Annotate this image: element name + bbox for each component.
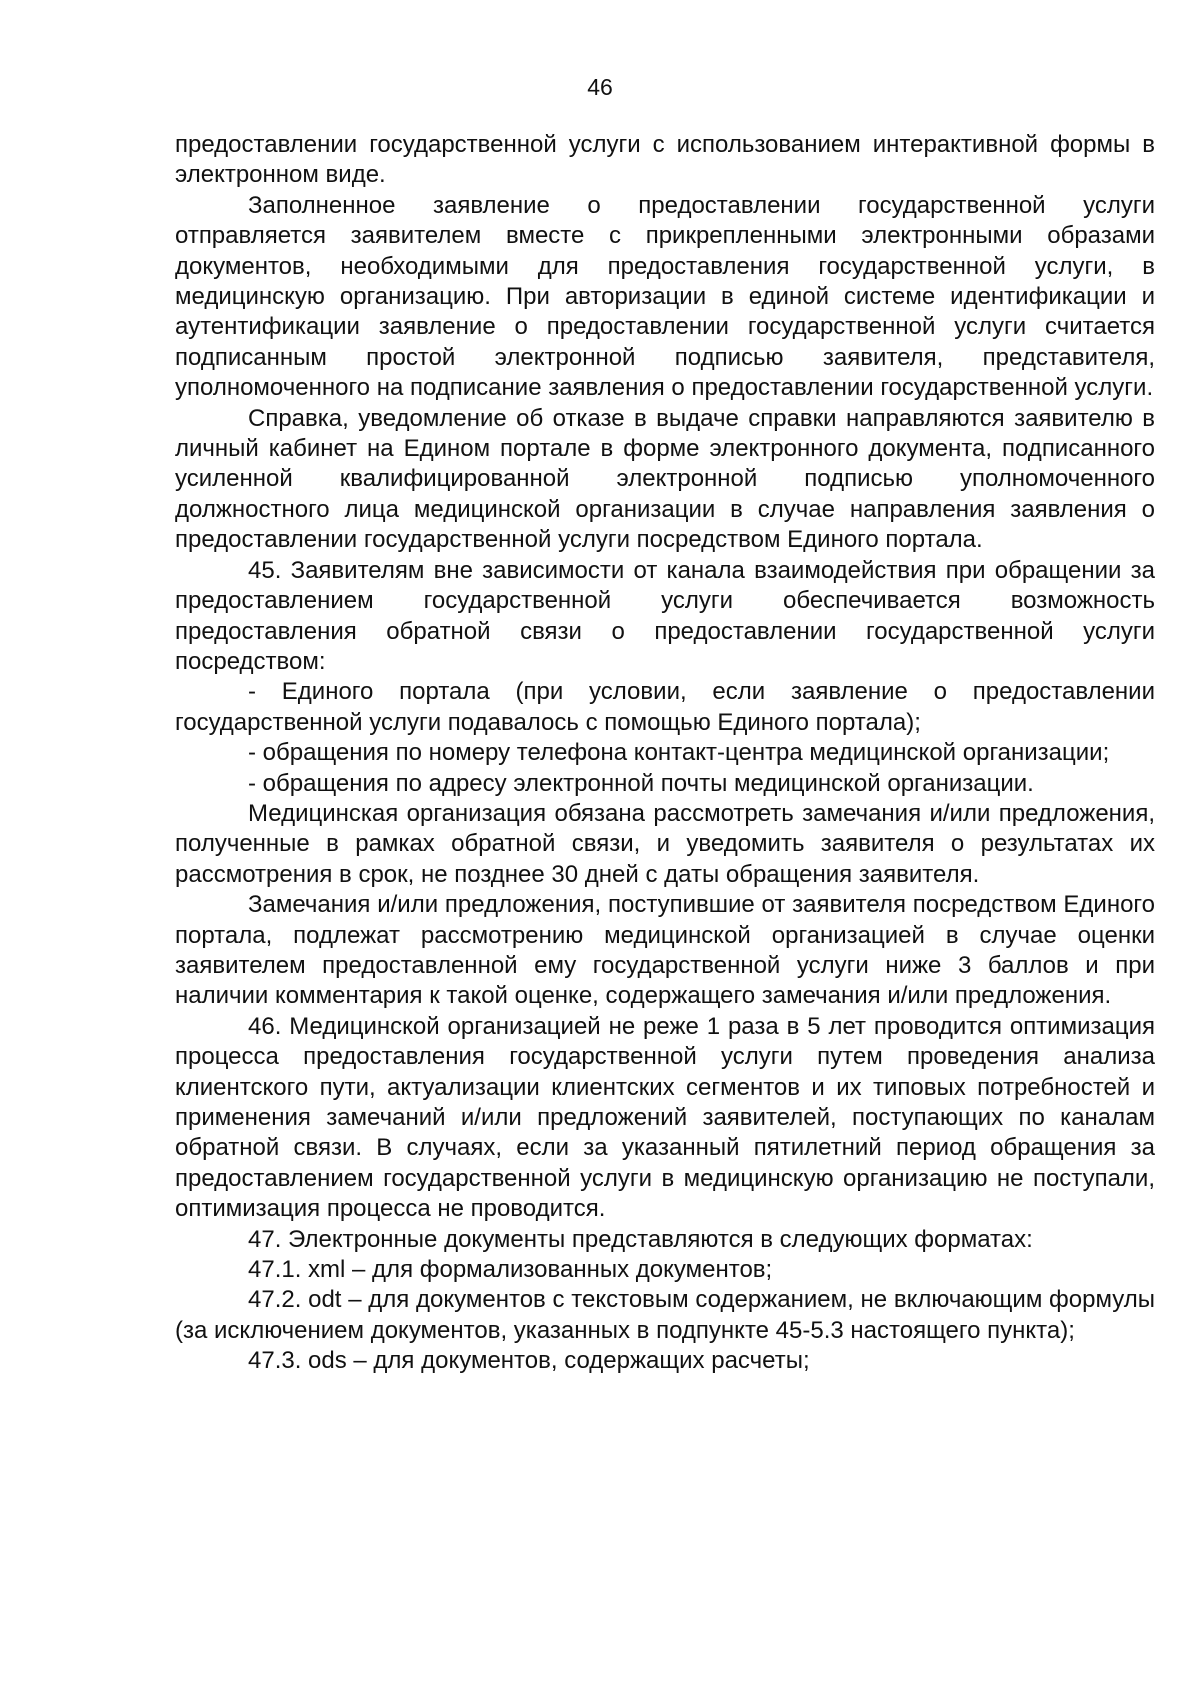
list-item: - обращения по номеру телефона контакт-центра медицинской организации; — [248, 739, 1110, 767]
document-body — [175, 130, 1155, 1377]
paragraph: Заполненное заявление о предоставлении государственной услуги отправляется заявителем вместе с прикрепленными электронными образами документов, необходимыми для предоставления государственной услуги, в медицинскую организацию. При авторизации в единой системе идентификации и аутентификации заявление о предоставлении государственной услуги считается подписанным простой электронной подписью заявителя, представителя, уполномоченного на подписание заявления о предоставлении государственной услуги. — [175, 191, 1155, 402]
page-number: 46 — [587, 74, 613, 100]
subsection-47-3: 47.3. ods – для документов, содержащих расчеты; — [248, 1347, 810, 1375]
paragraph-section-45: 45. Заявителям вне зависимости от канала взаимодействия при обращении за предоставлением государственной услуги обеспечивается возможность предоставления обратной связи о предоставлении государственной услуги посредством: — [175, 556, 1155, 675]
subsection-47-1: 47.1. xml – для формализованных документов; — [248, 1256, 773, 1284]
paragraph: Замечания и/или предложения, поступившие от заявителя посредством Единого портала, подлежат рассмотрению медицинской организацией в случае оценки заявителем предоставленной ему государственной услуги ниже 3 баллов и при наличии комментария к такой оценке, содержащего замечания и/или предложения. — [175, 891, 1155, 1010]
paragraph-section-46: 46. Медицинской организацией не реже 1 раза в 5 лет проводится оптимизация процесса предоставления государственной услуги путем проведения анализа клиентского пути, актуализации клиентских сегментов и их типовых потребностей и применения замечаний и/или предложений заявителей, поступающих по каналам обратной связи. В случаях, если за указанный пятилетний период обращения за предоставлением государственной услуги в медицинскую организацию не поступали, оптимизация процесса не проводится. — [175, 1012, 1155, 1223]
paragraph: Медицинская организация обязана рассмотреть замечания и/или предложения, полученные в рамках обратной связи, и уведомить заявителя о результатах их рассмотрения в срок, не позднее 30 дней с даты обращения заявителя. — [175, 799, 1155, 888]
subsection-47-2: 47.2. odt – для документов с текстовым содержанием, не включающим формулы (за исключением документов, указанных в подпункте 45-5.3 настоящего пункта); — [175, 1286, 1155, 1344]
paragraph: предоставлении государственной услуги с использованием интерактивной формы в электронном виде. — [175, 131, 1155, 189]
paragraph-section-47: 47. Электронные документы представляются в следующих форматах: — [248, 1225, 1033, 1253]
list-item: - Единого портала (при условии, если заявление о предоставлении государственной услуги подавалось с помощью Единого портала); — [175, 678, 1155, 736]
list-item: - обращения по адресу электронной почты медицинской организации. — [248, 769, 1034, 797]
paragraph: Справка, уведомление об отказе в выдаче справки направляются заявителю в личный кабинет на Едином портале в форме электронного документа, подписанного усиленной квалифицированной электронной подписью уполномоченного должностного лица медицинской организации в случае направления заявления о предоставлении государственной услуги посредством Единого портала. — [175, 404, 1155, 554]
